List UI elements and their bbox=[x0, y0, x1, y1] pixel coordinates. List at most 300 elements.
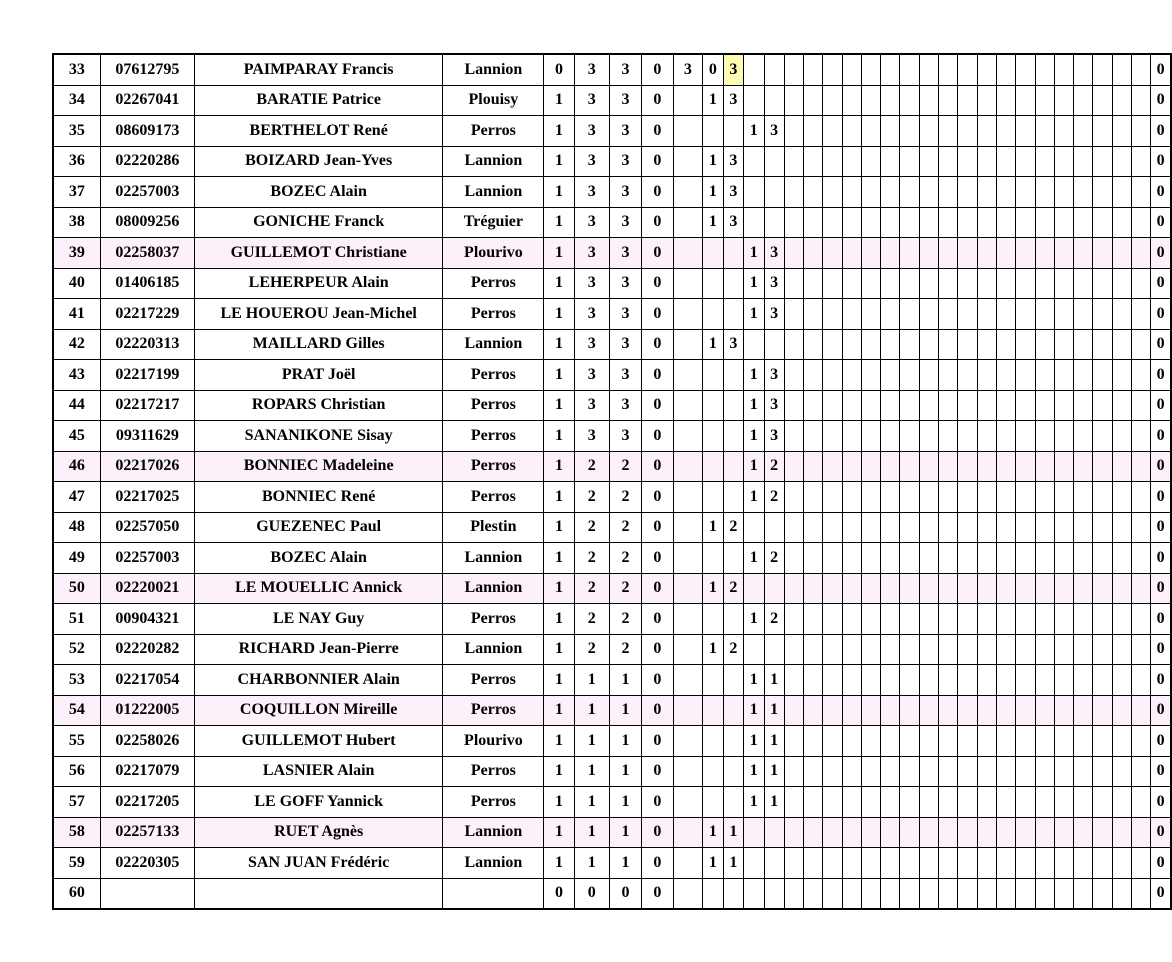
table-row bbox=[53, 390, 1171, 421]
empty-cell bbox=[958, 268, 977, 299]
empty-cell bbox=[823, 207, 842, 238]
rank-cell: 53 bbox=[53, 665, 100, 696]
empty-cell bbox=[939, 299, 958, 330]
empty-cell bbox=[977, 360, 996, 391]
empty-cell bbox=[1093, 390, 1112, 421]
total-cell: 0 bbox=[1151, 543, 1171, 574]
empty-cell bbox=[1054, 207, 1073, 238]
empty-cell bbox=[842, 634, 861, 665]
empty-cell bbox=[1093, 207, 1112, 238]
total-cell: 0 bbox=[1151, 421, 1171, 452]
score-cell: 1 bbox=[610, 817, 642, 848]
table-row bbox=[53, 116, 1171, 147]
player-name-cell: ROPARS Christian bbox=[195, 390, 443, 421]
empty-cell bbox=[861, 177, 880, 208]
blue-score-cell bbox=[743, 848, 764, 879]
club-cell: Perros bbox=[443, 360, 544, 391]
score-cell: 0 bbox=[641, 390, 673, 421]
score-cell: 0 bbox=[641, 146, 673, 177]
empty-cell bbox=[881, 817, 900, 848]
score-cell: 1 bbox=[544, 848, 574, 879]
empty-cell bbox=[823, 604, 842, 635]
empty-cell bbox=[958, 329, 977, 360]
rank-cell: 55 bbox=[53, 726, 100, 757]
score-cell bbox=[673, 634, 702, 665]
empty-cell bbox=[1112, 177, 1131, 208]
table-row bbox=[53, 878, 1171, 909]
licence-cell: 02257133 bbox=[100, 817, 194, 848]
rank-cell: 42 bbox=[53, 329, 100, 360]
empty-cell bbox=[1132, 817, 1151, 848]
club-cell: Perros bbox=[443, 451, 544, 482]
total-cell: 0 bbox=[1151, 146, 1171, 177]
red-score-cell bbox=[702, 878, 723, 909]
score-cell: 2 bbox=[574, 451, 610, 482]
red-score-cell: 2 bbox=[723, 634, 743, 665]
red-score-cell: 2 bbox=[723, 573, 743, 604]
table-row bbox=[53, 695, 1171, 726]
empty-cell bbox=[958, 726, 977, 757]
empty-cell bbox=[861, 146, 880, 177]
score-cell bbox=[673, 665, 702, 696]
empty-cell bbox=[977, 634, 996, 665]
empty-cell bbox=[784, 238, 803, 269]
empty-cell bbox=[861, 726, 880, 757]
empty-cell bbox=[803, 207, 822, 238]
empty-cell bbox=[919, 604, 938, 635]
empty-cell bbox=[900, 421, 919, 452]
empty-cell bbox=[1132, 512, 1151, 543]
blue-score-cell: 1 bbox=[743, 421, 764, 452]
score-cell: 0 bbox=[641, 848, 673, 879]
empty-cell bbox=[1054, 543, 1073, 574]
score-cell: 3 bbox=[673, 54, 702, 85]
blue-score-cell: 2 bbox=[764, 451, 784, 482]
blue-score-cell: 1 bbox=[743, 756, 764, 787]
empty-cell bbox=[1112, 726, 1131, 757]
score-cell: 0 bbox=[641, 878, 673, 909]
blue-score-cell: 1 bbox=[764, 787, 784, 818]
empty-cell bbox=[823, 787, 842, 818]
empty-cell bbox=[1016, 634, 1035, 665]
player-name-cell: LEHERPEUR Alain bbox=[195, 268, 443, 299]
score-cell: 3 bbox=[610, 177, 642, 208]
empty-cell bbox=[977, 85, 996, 116]
club-cell: Perros bbox=[443, 695, 544, 726]
empty-cell bbox=[1074, 299, 1093, 330]
total-cell: 0 bbox=[1151, 54, 1171, 85]
total-cell: 0 bbox=[1151, 512, 1171, 543]
total-cell: 0 bbox=[1151, 573, 1171, 604]
score-cell bbox=[673, 573, 702, 604]
empty-cell bbox=[784, 634, 803, 665]
blue-score-cell bbox=[764, 573, 784, 604]
red-score-cell bbox=[702, 421, 723, 452]
empty-cell bbox=[996, 207, 1015, 238]
empty-cell bbox=[1093, 878, 1112, 909]
empty-cell bbox=[823, 116, 842, 147]
player-name-cell: PAIMPARAY Francis bbox=[195, 54, 443, 85]
empty-cell bbox=[881, 177, 900, 208]
blue-score-cell: 1 bbox=[764, 665, 784, 696]
empty-cell bbox=[1074, 177, 1093, 208]
empty-cell bbox=[803, 695, 822, 726]
score-cell: 0 bbox=[641, 817, 673, 848]
empty-cell bbox=[1074, 695, 1093, 726]
empty-cell bbox=[784, 512, 803, 543]
empty-cell bbox=[861, 543, 880, 574]
empty-cell bbox=[842, 390, 861, 421]
player-name-cell: LE NAY Guy bbox=[195, 604, 443, 635]
empty-cell bbox=[919, 299, 938, 330]
empty-cell bbox=[977, 665, 996, 696]
empty-cell bbox=[784, 787, 803, 818]
empty-cell bbox=[1093, 116, 1112, 147]
empty-cell bbox=[1132, 146, 1151, 177]
empty-cell bbox=[881, 573, 900, 604]
player-name-cell: GONICHE Franck bbox=[195, 207, 443, 238]
total-cell: 0 bbox=[1151, 695, 1171, 726]
empty-cell bbox=[1035, 329, 1054, 360]
empty-cell bbox=[1016, 482, 1035, 513]
empty-cell bbox=[900, 512, 919, 543]
red-score-cell: 1 bbox=[702, 634, 723, 665]
score-cell: 2 bbox=[610, 634, 642, 665]
club-cell: Plestin bbox=[443, 512, 544, 543]
empty-cell bbox=[881, 878, 900, 909]
empty-cell bbox=[842, 604, 861, 635]
blue-score-cell: 2 bbox=[764, 482, 784, 513]
score-cell: 3 bbox=[610, 299, 642, 330]
empty-cell bbox=[1074, 726, 1093, 757]
empty-cell bbox=[1132, 634, 1151, 665]
score-cell: 1 bbox=[544, 207, 574, 238]
score-cell: 3 bbox=[574, 360, 610, 391]
empty-cell bbox=[919, 878, 938, 909]
blue-score-cell: 1 bbox=[743, 116, 764, 147]
empty-cell bbox=[1035, 54, 1054, 85]
empty-cell bbox=[861, 695, 880, 726]
table-row bbox=[53, 299, 1171, 330]
empty-cell bbox=[1016, 299, 1035, 330]
empty-cell bbox=[996, 146, 1015, 177]
empty-cell bbox=[919, 146, 938, 177]
player-name-cell: BOZEC Alain bbox=[195, 177, 443, 208]
empty-cell bbox=[784, 390, 803, 421]
licence-cell: 02217079 bbox=[100, 756, 194, 787]
empty-cell bbox=[881, 482, 900, 513]
empty-cell bbox=[1035, 817, 1054, 848]
empty-cell bbox=[977, 451, 996, 482]
score-cell bbox=[673, 207, 702, 238]
red-score-cell bbox=[702, 390, 723, 421]
table-row bbox=[53, 146, 1171, 177]
licence-cell: 02217054 bbox=[100, 665, 194, 696]
empty-cell bbox=[784, 299, 803, 330]
red-score-cell bbox=[723, 360, 743, 391]
club-cell: Lannion bbox=[443, 848, 544, 879]
empty-cell bbox=[1074, 146, 1093, 177]
empty-cell bbox=[1112, 817, 1131, 848]
empty-cell bbox=[919, 54, 938, 85]
empty-cell bbox=[1016, 238, 1035, 269]
empty-cell bbox=[784, 695, 803, 726]
empty-cell bbox=[881, 85, 900, 116]
empty-cell bbox=[1054, 482, 1073, 513]
empty-cell bbox=[1054, 116, 1073, 147]
empty-cell bbox=[1074, 634, 1093, 665]
empty-cell bbox=[842, 85, 861, 116]
blue-score-cell: 1 bbox=[743, 299, 764, 330]
empty-cell bbox=[823, 299, 842, 330]
empty-cell bbox=[861, 116, 880, 147]
score-cell bbox=[673, 482, 702, 513]
empty-cell bbox=[996, 360, 1015, 391]
red-score-cell: 3 bbox=[723, 54, 743, 85]
score-cell: 1 bbox=[610, 665, 642, 696]
empty-cell bbox=[958, 634, 977, 665]
licence-cell: 02257003 bbox=[100, 177, 194, 208]
score-cell: 3 bbox=[574, 85, 610, 116]
total-cell: 0 bbox=[1151, 329, 1171, 360]
licence-cell: 02267041 bbox=[100, 85, 194, 116]
empty-cell bbox=[881, 268, 900, 299]
empty-cell bbox=[900, 787, 919, 818]
rank-cell: 56 bbox=[53, 756, 100, 787]
player-name-cell: BERTHELOT René bbox=[195, 116, 443, 147]
empty-cell bbox=[958, 512, 977, 543]
empty-cell bbox=[1035, 543, 1054, 574]
red-score-cell: 3 bbox=[723, 177, 743, 208]
table-row bbox=[53, 421, 1171, 452]
empty-cell bbox=[1093, 634, 1112, 665]
total-cell: 0 bbox=[1151, 817, 1171, 848]
blue-score-cell bbox=[764, 146, 784, 177]
empty-cell bbox=[1035, 299, 1054, 330]
blue-score-cell bbox=[743, 512, 764, 543]
table-row bbox=[53, 54, 1171, 85]
empty-cell bbox=[939, 482, 958, 513]
score-cell: 1 bbox=[544, 329, 574, 360]
empty-cell bbox=[823, 482, 842, 513]
blue-score-cell: 1 bbox=[743, 695, 764, 726]
empty-cell bbox=[803, 482, 822, 513]
table-row bbox=[53, 207, 1171, 238]
empty-cell bbox=[803, 177, 822, 208]
score-cell: 0 bbox=[641, 299, 673, 330]
licence-cell: 02217229 bbox=[100, 299, 194, 330]
empty-cell bbox=[1093, 360, 1112, 391]
empty-cell bbox=[881, 421, 900, 452]
player-name-cell: COQUILLON Mireille bbox=[195, 695, 443, 726]
empty-cell bbox=[919, 665, 938, 696]
score-cell: 3 bbox=[610, 116, 642, 147]
club-cell: Perros bbox=[443, 421, 544, 452]
empty-cell bbox=[1093, 238, 1112, 269]
rank-cell: 49 bbox=[53, 543, 100, 574]
empty-cell bbox=[842, 146, 861, 177]
empty-cell bbox=[996, 54, 1015, 85]
score-cell: 0 bbox=[641, 695, 673, 726]
empty-cell bbox=[1074, 665, 1093, 696]
empty-cell bbox=[939, 390, 958, 421]
table-row bbox=[53, 665, 1171, 696]
score-cell bbox=[673, 85, 702, 116]
score-cell: 1 bbox=[544, 360, 574, 391]
empty-cell bbox=[977, 543, 996, 574]
empty-cell bbox=[881, 787, 900, 818]
empty-cell bbox=[861, 878, 880, 909]
club-cell: Perros bbox=[443, 756, 544, 787]
empty-cell bbox=[996, 848, 1015, 879]
blue-score-cell: 1 bbox=[743, 390, 764, 421]
empty-cell bbox=[958, 573, 977, 604]
empty-cell bbox=[1132, 695, 1151, 726]
score-cell: 1 bbox=[610, 726, 642, 757]
empty-cell bbox=[1093, 146, 1112, 177]
empty-cell bbox=[861, 665, 880, 696]
blue-score-cell: 3 bbox=[764, 116, 784, 147]
empty-cell bbox=[881, 299, 900, 330]
empty-cell bbox=[1054, 817, 1073, 848]
red-score-cell bbox=[702, 299, 723, 330]
empty-cell bbox=[842, 451, 861, 482]
empty-cell bbox=[958, 787, 977, 818]
empty-cell bbox=[1093, 573, 1112, 604]
empty-cell bbox=[823, 268, 842, 299]
empty-cell bbox=[1016, 146, 1035, 177]
club-cell: Perros bbox=[443, 604, 544, 635]
empty-cell bbox=[1112, 238, 1131, 269]
empty-cell bbox=[1112, 329, 1131, 360]
empty-cell bbox=[1016, 878, 1035, 909]
empty-cell bbox=[1093, 756, 1112, 787]
score-cell: 1 bbox=[574, 695, 610, 726]
empty-cell bbox=[939, 146, 958, 177]
empty-cell bbox=[1112, 421, 1131, 452]
empty-cell bbox=[842, 848, 861, 879]
empty-cell bbox=[784, 54, 803, 85]
empty-cell bbox=[1016, 207, 1035, 238]
blue-score-cell bbox=[764, 848, 784, 879]
empty-cell bbox=[803, 604, 822, 635]
empty-cell bbox=[958, 238, 977, 269]
empty-cell bbox=[1016, 177, 1035, 208]
red-score-cell: 1 bbox=[702, 329, 723, 360]
blue-score-cell bbox=[764, 634, 784, 665]
score-cell: 1 bbox=[610, 756, 642, 787]
empty-cell bbox=[1074, 329, 1093, 360]
player-name-cell: LASNIER Alain bbox=[195, 756, 443, 787]
empty-cell bbox=[919, 85, 938, 116]
red-score-cell: 1 bbox=[702, 512, 723, 543]
empty-cell bbox=[823, 512, 842, 543]
total-cell: 0 bbox=[1151, 85, 1171, 116]
red-score-cell bbox=[702, 543, 723, 574]
player-name-cell: LE GOFF Yannick bbox=[195, 787, 443, 818]
score-cell: 1 bbox=[544, 482, 574, 513]
empty-cell bbox=[823, 878, 842, 909]
blue-score-cell bbox=[743, 54, 764, 85]
red-score-cell bbox=[723, 695, 743, 726]
red-score-cell bbox=[702, 451, 723, 482]
licence-cell: 02220305 bbox=[100, 848, 194, 879]
empty-cell bbox=[1093, 726, 1112, 757]
empty-cell bbox=[1016, 726, 1035, 757]
rank-cell: 45 bbox=[53, 421, 100, 452]
score-cell: 2 bbox=[574, 543, 610, 574]
score-cell bbox=[673, 726, 702, 757]
score-cell: 1 bbox=[574, 726, 610, 757]
empty-cell bbox=[919, 329, 938, 360]
empty-cell bbox=[1035, 665, 1054, 696]
empty-cell bbox=[1054, 665, 1073, 696]
empty-cell bbox=[1016, 329, 1035, 360]
empty-cell bbox=[1132, 177, 1151, 208]
rank-cell: 54 bbox=[53, 695, 100, 726]
empty-cell bbox=[919, 512, 938, 543]
club-cell: Plouisy bbox=[443, 85, 544, 116]
empty-cell bbox=[881, 756, 900, 787]
empty-cell bbox=[919, 238, 938, 269]
empty-cell bbox=[803, 116, 822, 147]
empty-cell bbox=[939, 787, 958, 818]
empty-cell bbox=[996, 604, 1015, 635]
licence-cell: 02217217 bbox=[100, 390, 194, 421]
red-score-cell bbox=[702, 695, 723, 726]
empty-cell bbox=[1093, 543, 1112, 574]
empty-cell bbox=[1112, 756, 1131, 787]
rank-cell: 47 bbox=[53, 482, 100, 513]
empty-cell bbox=[939, 634, 958, 665]
empty-cell bbox=[1132, 116, 1151, 147]
blue-score-cell bbox=[743, 177, 764, 208]
empty-cell bbox=[1035, 451, 1054, 482]
empty-cell bbox=[996, 299, 1015, 330]
licence-cell: 02220282 bbox=[100, 634, 194, 665]
empty-cell bbox=[842, 177, 861, 208]
score-cell bbox=[673, 695, 702, 726]
table-row bbox=[53, 573, 1171, 604]
empty-cell bbox=[900, 116, 919, 147]
empty-cell bbox=[996, 512, 1015, 543]
rank-cell: 51 bbox=[53, 604, 100, 635]
rank-cell: 40 bbox=[53, 268, 100, 299]
empty-cell bbox=[1054, 634, 1073, 665]
empty-cell bbox=[861, 634, 880, 665]
empty-cell bbox=[900, 360, 919, 391]
score-cell: 2 bbox=[610, 543, 642, 574]
rank-cell: 50 bbox=[53, 573, 100, 604]
empty-cell bbox=[977, 695, 996, 726]
blue-score-cell: 2 bbox=[764, 604, 784, 635]
empty-cell bbox=[996, 634, 1015, 665]
empty-cell bbox=[784, 878, 803, 909]
empty-cell bbox=[1112, 665, 1131, 696]
empty-cell bbox=[861, 85, 880, 116]
empty-cell bbox=[996, 878, 1015, 909]
player-name-cell: GUILLEMOT Christiane bbox=[195, 238, 443, 269]
empty-cell bbox=[977, 177, 996, 208]
empty-cell bbox=[900, 756, 919, 787]
player-name-cell: SANANIKONE Sisay bbox=[195, 421, 443, 452]
empty-cell bbox=[842, 54, 861, 85]
rank-cell: 44 bbox=[53, 390, 100, 421]
total-cell: 0 bbox=[1151, 299, 1171, 330]
table-row bbox=[53, 85, 1171, 116]
blue-score-cell: 3 bbox=[764, 238, 784, 269]
empty-cell bbox=[784, 573, 803, 604]
